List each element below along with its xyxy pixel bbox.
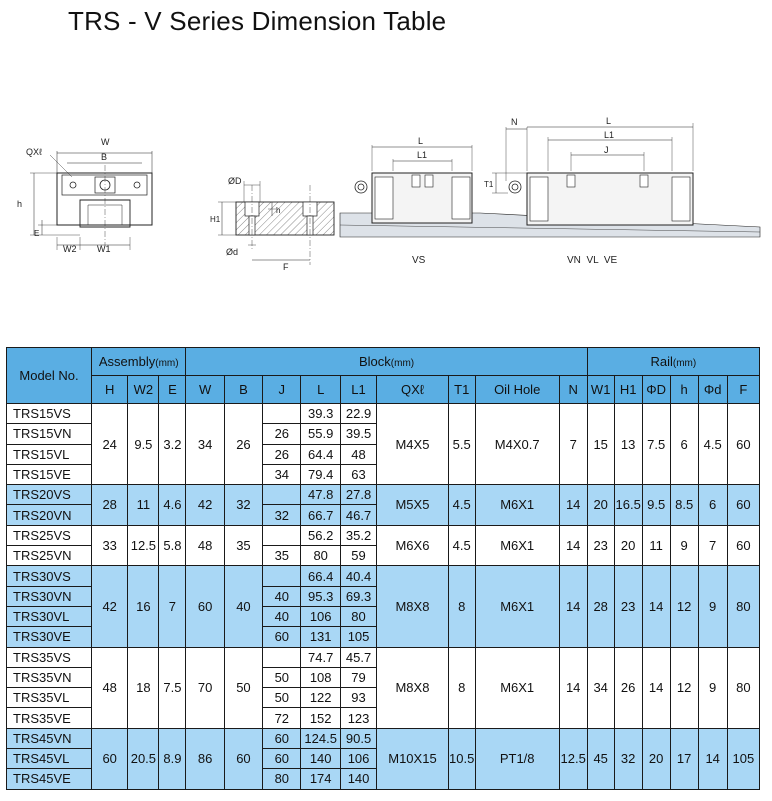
- table-row: [7, 728, 760, 748]
- cell-j: [263, 404, 301, 424]
- table-row: [7, 647, 760, 667]
- cell-phid: 4.5: [698, 404, 727, 485]
- cell-l1: 90.5: [340, 728, 376, 748]
- cell-phid: 11: [642, 525, 670, 566]
- cell-l: 140: [301, 749, 340, 769]
- cell-oil: M6X1: [475, 566, 559, 647]
- model-cell: TRS35VL: [7, 688, 92, 708]
- cell-t1: 4.5: [448, 525, 475, 566]
- cell-w: 42: [186, 485, 224, 526]
- cell-l1: 93: [340, 688, 376, 708]
- cell-j: 60: [263, 627, 301, 647]
- cell-l1: 39.5: [340, 424, 376, 444]
- cell-n: 14: [559, 525, 587, 566]
- cell-e: 5.8: [159, 525, 186, 566]
- cell-phid: 9: [698, 566, 727, 647]
- cell-w2: 20.5: [128, 728, 159, 789]
- cell-j: 60: [263, 749, 301, 769]
- dimension-drawings: [0, 105, 772, 280]
- cell-qxl: M8X8: [377, 566, 449, 647]
- cell-w1: 28: [587, 566, 614, 647]
- column-header-3: W: [186, 376, 224, 404]
- cell-h: 12: [670, 647, 698, 728]
- cell-b: 26: [224, 404, 262, 485]
- cell-j: 26: [263, 424, 301, 444]
- cell-t1: 8: [448, 566, 475, 647]
- cell-j: 40: [263, 586, 301, 606]
- label-h1: H1: [210, 215, 221, 224]
- column-header-1: W2: [128, 376, 159, 404]
- model-cell: TRS45VE: [7, 769, 92, 789]
- cell-l1: 105: [340, 627, 376, 647]
- cell-l1: 27.8: [340, 485, 376, 505]
- cell-oil: M6X1: [475, 525, 559, 566]
- model-cell: TRS15VS: [7, 404, 92, 424]
- cell-j: 50: [263, 688, 301, 708]
- cell-h1: 26: [614, 647, 642, 728]
- cell-h: 48: [92, 647, 128, 728]
- cell-h: 17: [670, 728, 698, 789]
- cell-h: 8.5: [670, 485, 698, 526]
- cell-j: 40: [263, 606, 301, 626]
- cell-oil: M6X1: [475, 647, 559, 728]
- cell-phid: 6: [698, 485, 727, 526]
- label-b: B: [101, 152, 108, 162]
- cell-l1: 48: [340, 444, 376, 464]
- cell-j: 50: [263, 667, 301, 687]
- cell-h: 6: [670, 404, 698, 485]
- end-view-drawing: [30, 151, 152, 250]
- column-header-13: H1: [614, 376, 642, 404]
- label-long-l: L: [606, 116, 612, 126]
- cell-l: 108: [301, 667, 340, 687]
- cell-e: 3.2: [159, 404, 186, 485]
- cell-l: 95.3: [301, 586, 340, 606]
- cell-j: [263, 525, 301, 545]
- cell-l1: 69.3: [340, 586, 376, 606]
- dimension-table: [6, 347, 760, 790]
- label-vs-l: L: [418, 136, 424, 146]
- cell-l: 152: [301, 708, 340, 728]
- cell-h: 12: [670, 566, 698, 647]
- cell-f: 60: [727, 525, 759, 566]
- cell-w: 34: [186, 404, 224, 485]
- cell-e: 7.5: [159, 647, 186, 728]
- dimension-table-container: [6, 347, 760, 790]
- cell-h: 24: [92, 404, 128, 485]
- model-cell: TRS15VN: [7, 424, 92, 444]
- caption-vs: VS: [412, 255, 426, 266]
- cell-phid: 9.5: [642, 485, 670, 526]
- cell-l1: 79: [340, 667, 376, 687]
- cell-phid: 7.5: [642, 404, 670, 485]
- cell-w2: 16: [128, 566, 159, 647]
- cell-l: 131: [301, 627, 340, 647]
- cell-l1: 22.9: [340, 404, 376, 424]
- cell-l1: 59: [340, 546, 376, 566]
- cell-b: 32: [224, 485, 262, 526]
- cell-l1: 123: [340, 708, 376, 728]
- header-block-label: Block: [358, 354, 391, 369]
- cell-l: 55.9: [301, 424, 340, 444]
- cell-b: 35: [224, 525, 262, 566]
- model-cell: TRS45VN: [7, 728, 92, 748]
- cell-w2: 9.5: [128, 404, 159, 485]
- cell-e: 4.6: [159, 485, 186, 526]
- cell-qxl: M4X5: [377, 404, 449, 485]
- cell-l1: 140: [340, 769, 376, 789]
- cell-n: 14: [559, 485, 587, 526]
- cell-j: 35: [263, 546, 301, 566]
- column-header-17: F: [727, 376, 759, 404]
- label-long-j: J: [604, 145, 609, 155]
- cell-n: 7: [559, 404, 587, 485]
- column-header-2: E: [159, 376, 186, 404]
- model-cell: TRS35VN: [7, 667, 92, 687]
- cell-t1: 8: [448, 647, 475, 728]
- cell-h: 33: [92, 525, 128, 566]
- cell-f: 105: [727, 728, 759, 789]
- table-row: [7, 566, 760, 586]
- cell-l1: 46.7: [340, 505, 376, 525]
- cell-h: 9: [670, 525, 698, 566]
- header-assembly-label: Assembly: [98, 354, 156, 369]
- cell-b: 50: [224, 647, 262, 728]
- cell-n: 14: [559, 566, 587, 647]
- column-header-7: L1: [340, 376, 376, 404]
- cell-l1: 45.7: [340, 647, 376, 667]
- cell-f: 60: [727, 485, 759, 526]
- cell-w: 60: [186, 566, 224, 647]
- cell-w1: 34: [587, 647, 614, 728]
- column-header-10: Oil Hole: [475, 376, 559, 404]
- cell-l: 66.7: [301, 505, 340, 525]
- cell-qxl: M6X6: [377, 525, 449, 566]
- cell-j: [263, 566, 301, 586]
- cell-qxl: M5X5: [377, 485, 449, 526]
- header-block: [186, 348, 587, 376]
- header-rail-unit: (mm): [672, 358, 697, 369]
- model-cell: TRS30VS: [7, 566, 92, 586]
- column-header-4: B: [224, 376, 262, 404]
- cell-h: 42: [92, 566, 128, 647]
- cell-t1: 5.5: [448, 404, 475, 485]
- cell-w2: 18: [128, 647, 159, 728]
- cell-l: 64.4: [301, 444, 340, 464]
- label-phi-d: Ød: [226, 247, 239, 257]
- table-body: [7, 404, 760, 790]
- model-cell: TRS20VS: [7, 485, 92, 505]
- label-qxl: QXℓ: [26, 147, 42, 157]
- cell-l: 80: [301, 546, 340, 566]
- cell-j: 80: [263, 769, 301, 789]
- label-h: h: [17, 199, 23, 209]
- table-header: [7, 348, 760, 404]
- cell-w2: 11: [128, 485, 159, 526]
- cell-h: 60: [92, 728, 128, 789]
- column-header-15: h: [670, 376, 698, 404]
- cell-qxl: M10X15: [377, 728, 449, 789]
- label-w: W: [101, 137, 110, 147]
- cell-n: 12.5: [559, 728, 587, 789]
- column-header-11: N: [559, 376, 587, 404]
- header-block-unit: (mm): [390, 358, 415, 369]
- label-long-l1: L1: [604, 130, 615, 140]
- cell-h1: 23: [614, 566, 642, 647]
- cell-j: 60: [263, 728, 301, 748]
- cell-h1: 16.5: [614, 485, 642, 526]
- column-header-16: Φd: [698, 376, 727, 404]
- cell-w1: 15: [587, 404, 614, 485]
- header-assembly: [92, 348, 186, 376]
- label-vs-l1: L1: [417, 150, 428, 160]
- page-title: TRS - V Series Dimension Table: [68, 6, 447, 36]
- model-cell: TRS15VE: [7, 464, 92, 484]
- column-header-12: W1: [587, 376, 614, 404]
- column-header-6: L: [301, 376, 340, 404]
- cell-qxl: M8X8: [377, 647, 449, 728]
- model-cell: TRS30VN: [7, 586, 92, 606]
- cell-j: [263, 485, 301, 505]
- cell-w2: 12.5: [128, 525, 159, 566]
- cell-w: 86: [186, 728, 224, 789]
- label-small-h: h: [276, 206, 281, 215]
- cell-l: 79.4: [301, 464, 340, 484]
- model-cell: TRS35VE: [7, 708, 92, 728]
- column-header-8: QXℓ: [377, 376, 449, 404]
- cell-l1: 80: [340, 606, 376, 626]
- cell-j: [263, 647, 301, 667]
- model-cell: TRS45VL: [7, 749, 92, 769]
- cell-l: 122: [301, 688, 340, 708]
- header-rail-label: Rail: [650, 354, 673, 369]
- cell-j: 72: [263, 708, 301, 728]
- cell-j: 26: [263, 444, 301, 464]
- column-header-5: J: [263, 376, 301, 404]
- cell-l: 39.3: [301, 404, 340, 424]
- model-cell: TRS25VN: [7, 546, 92, 566]
- caption-vn-vl-ve: VN VL VE: [567, 255, 618, 266]
- header-assembly-unit: (mm): [155, 358, 179, 369]
- label-phi-big-d: ØD: [228, 176, 242, 186]
- vn-vl-ve-side-view-drawing: [492, 123, 693, 225]
- cell-l: 74.7: [301, 647, 340, 667]
- model-cell: TRS25VS: [7, 525, 92, 545]
- cell-oil: PT1/8: [475, 728, 559, 789]
- cell-h: 28: [92, 485, 128, 526]
- label-n: N: [511, 117, 518, 127]
- cell-w: 48: [186, 525, 224, 566]
- cell-h1: 32: [614, 728, 642, 789]
- cell-phid: 14: [698, 728, 727, 789]
- cell-l: 66.4: [301, 566, 340, 586]
- cell-n: 14: [559, 647, 587, 728]
- table-row: [7, 485, 760, 505]
- cell-e: 7: [159, 566, 186, 647]
- model-cell: TRS35VS: [7, 647, 92, 667]
- table-row: [7, 525, 760, 545]
- column-header-9: T1: [448, 376, 475, 404]
- cell-w: 70: [186, 647, 224, 728]
- cell-h1: 20: [614, 525, 642, 566]
- label-e: E: [34, 229, 40, 238]
- cell-oil: M6X1: [475, 485, 559, 526]
- cell-t1: 10.5: [448, 728, 475, 789]
- cell-l: 174: [301, 769, 340, 789]
- cell-w1: 45: [587, 728, 614, 789]
- cell-l: 124.5: [301, 728, 340, 748]
- column-header-14: ΦD: [642, 376, 670, 404]
- cell-f: 60: [727, 404, 759, 485]
- cell-l: 56.2: [301, 525, 340, 545]
- cell-f: 80: [727, 647, 759, 728]
- cell-b: 60: [224, 728, 262, 789]
- cell-e: 8.9: [159, 728, 186, 789]
- cell-b: 40: [224, 566, 262, 647]
- cell-j: 34: [263, 464, 301, 484]
- cell-l1: 35.2: [340, 525, 376, 545]
- cell-l1: 40.4: [340, 566, 376, 586]
- table-row: [7, 404, 760, 424]
- cell-w1: 20: [587, 485, 614, 526]
- cell-phid: 7: [698, 525, 727, 566]
- cell-t1: 4.5: [448, 485, 475, 526]
- header-model-no: Model No.: [7, 348, 92, 404]
- cell-w1: 23: [587, 525, 614, 566]
- cell-l1: 106: [340, 749, 376, 769]
- cell-h1: 13: [614, 404, 642, 485]
- label-w2: W2: [63, 244, 77, 254]
- cell-l: 47.8: [301, 485, 340, 505]
- cell-l: 106: [301, 606, 340, 626]
- cell-phid: 20: [642, 728, 670, 789]
- label-w1: W1: [97, 244, 111, 254]
- label-f: F: [283, 262, 289, 272]
- model-cell: TRS20VN: [7, 505, 92, 525]
- cell-f: 80: [727, 566, 759, 647]
- model-cell: TRS30VL: [7, 606, 92, 626]
- cell-j: 32: [263, 505, 301, 525]
- cell-l1: 63: [340, 464, 376, 484]
- cell-oil: M4X0.7: [475, 404, 559, 485]
- column-header-0: H: [92, 376, 128, 404]
- cell-phid: 14: [642, 566, 670, 647]
- model-cell: TRS15VL: [7, 444, 92, 464]
- cell-phid: 14: [642, 647, 670, 728]
- header-rail: [587, 348, 759, 376]
- cell-phid: 9: [698, 647, 727, 728]
- model-cell: TRS30VE: [7, 627, 92, 647]
- label-t1: T1: [484, 180, 494, 189]
